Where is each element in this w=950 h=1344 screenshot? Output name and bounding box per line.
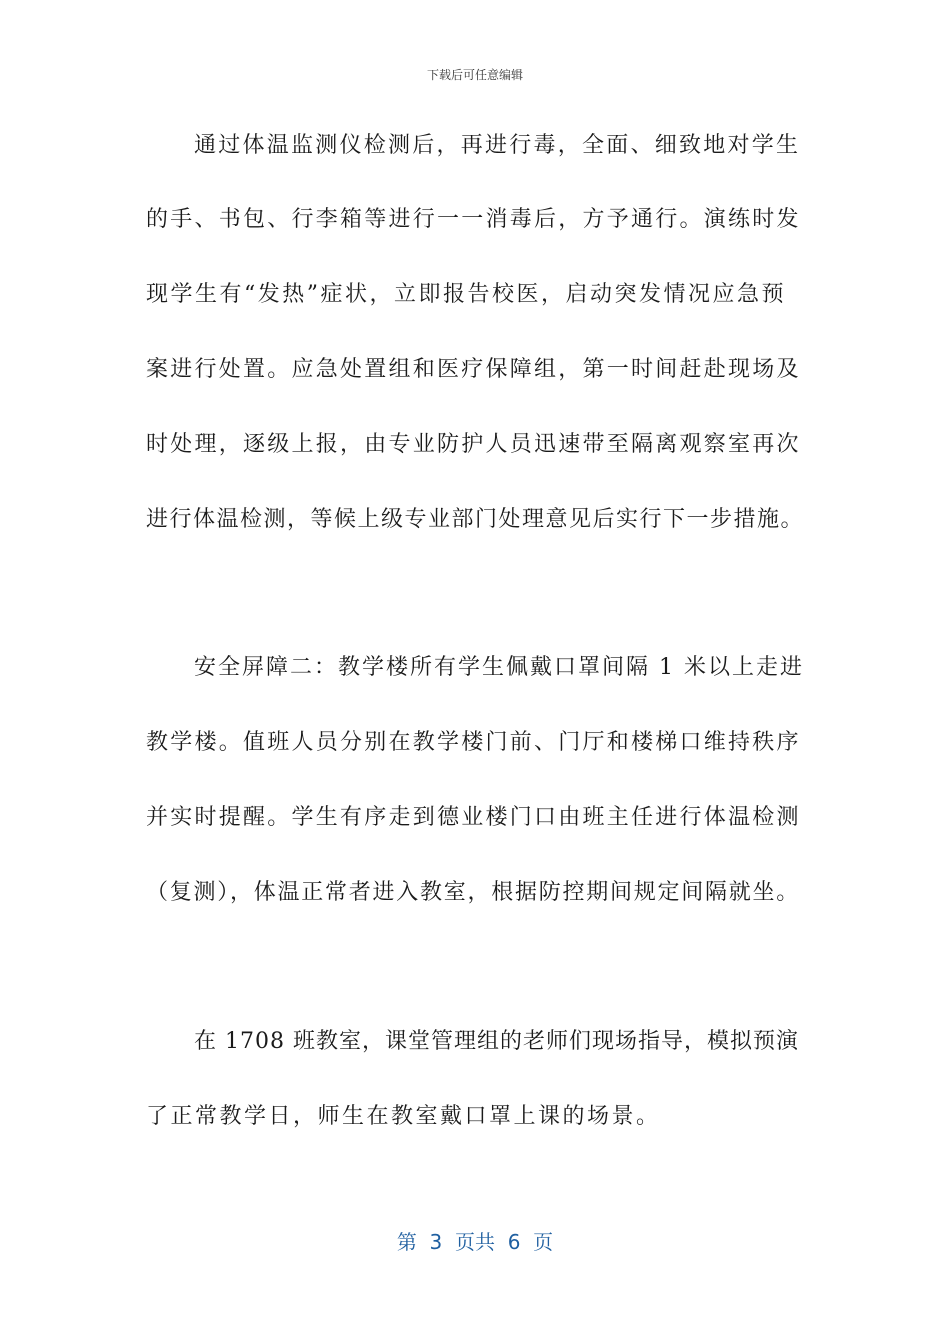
paragraph-2-line-1: 安全屏障二：教学楼所有学生佩戴口罩间隔 1 米以上走进 <box>194 655 804 680</box>
paragraph-1-line-3: 现学生有“发热”症状，立即报告校医，启动突发情况应急预 <box>146 282 786 307</box>
paragraph-1-line-5: 时处理，逐级上报，由专业防护人员迅速带至隔离观察室再次 <box>146 432 801 457</box>
paragraph-2-line-3: 并实时提醒。学生有序走到德业楼门口由班主任进行体温检测 <box>146 805 801 830</box>
paragraph-3-line-1: 在 1708 班教室，课堂管理组的老师们现场指导，模拟预演 <box>194 1029 799 1054</box>
paragraph-1-line-4: 案进行处置。应急处置组和医疗保障组，第一时间赶赴现场及 <box>146 357 801 382</box>
header-note: 下载后可任意编辑 <box>426 68 523 82</box>
paragraph-2-line-2: 教学楼。值班人员分别在教学楼门前、门厅和楼梯口维持秩序 <box>146 730 801 755</box>
paragraph-1-line-6: 进行体温检测，等候上级专业部门处理意见后实行下一步措施。 <box>146 507 805 532</box>
page-number-footer: 第 3 页共 6 页 <box>396 1230 554 1254</box>
paragraph-1-line-1: 通过体温监测仪检测后，再进行毒，全面、细致地对学生 <box>194 133 801 158</box>
paragraph-2-line-4: （复测），体温正常者进入教室，根据防控期间规定间隔就坐。 <box>146 880 801 905</box>
paragraph-1-line-2: 的手、书包、行李箱等进行一一消毒后，方予通行。演练时发 <box>146 207 801 232</box>
paragraph-3-line-2: 了正常教学日，师生在教室戴口罩上课的场景。 <box>146 1104 661 1129</box>
